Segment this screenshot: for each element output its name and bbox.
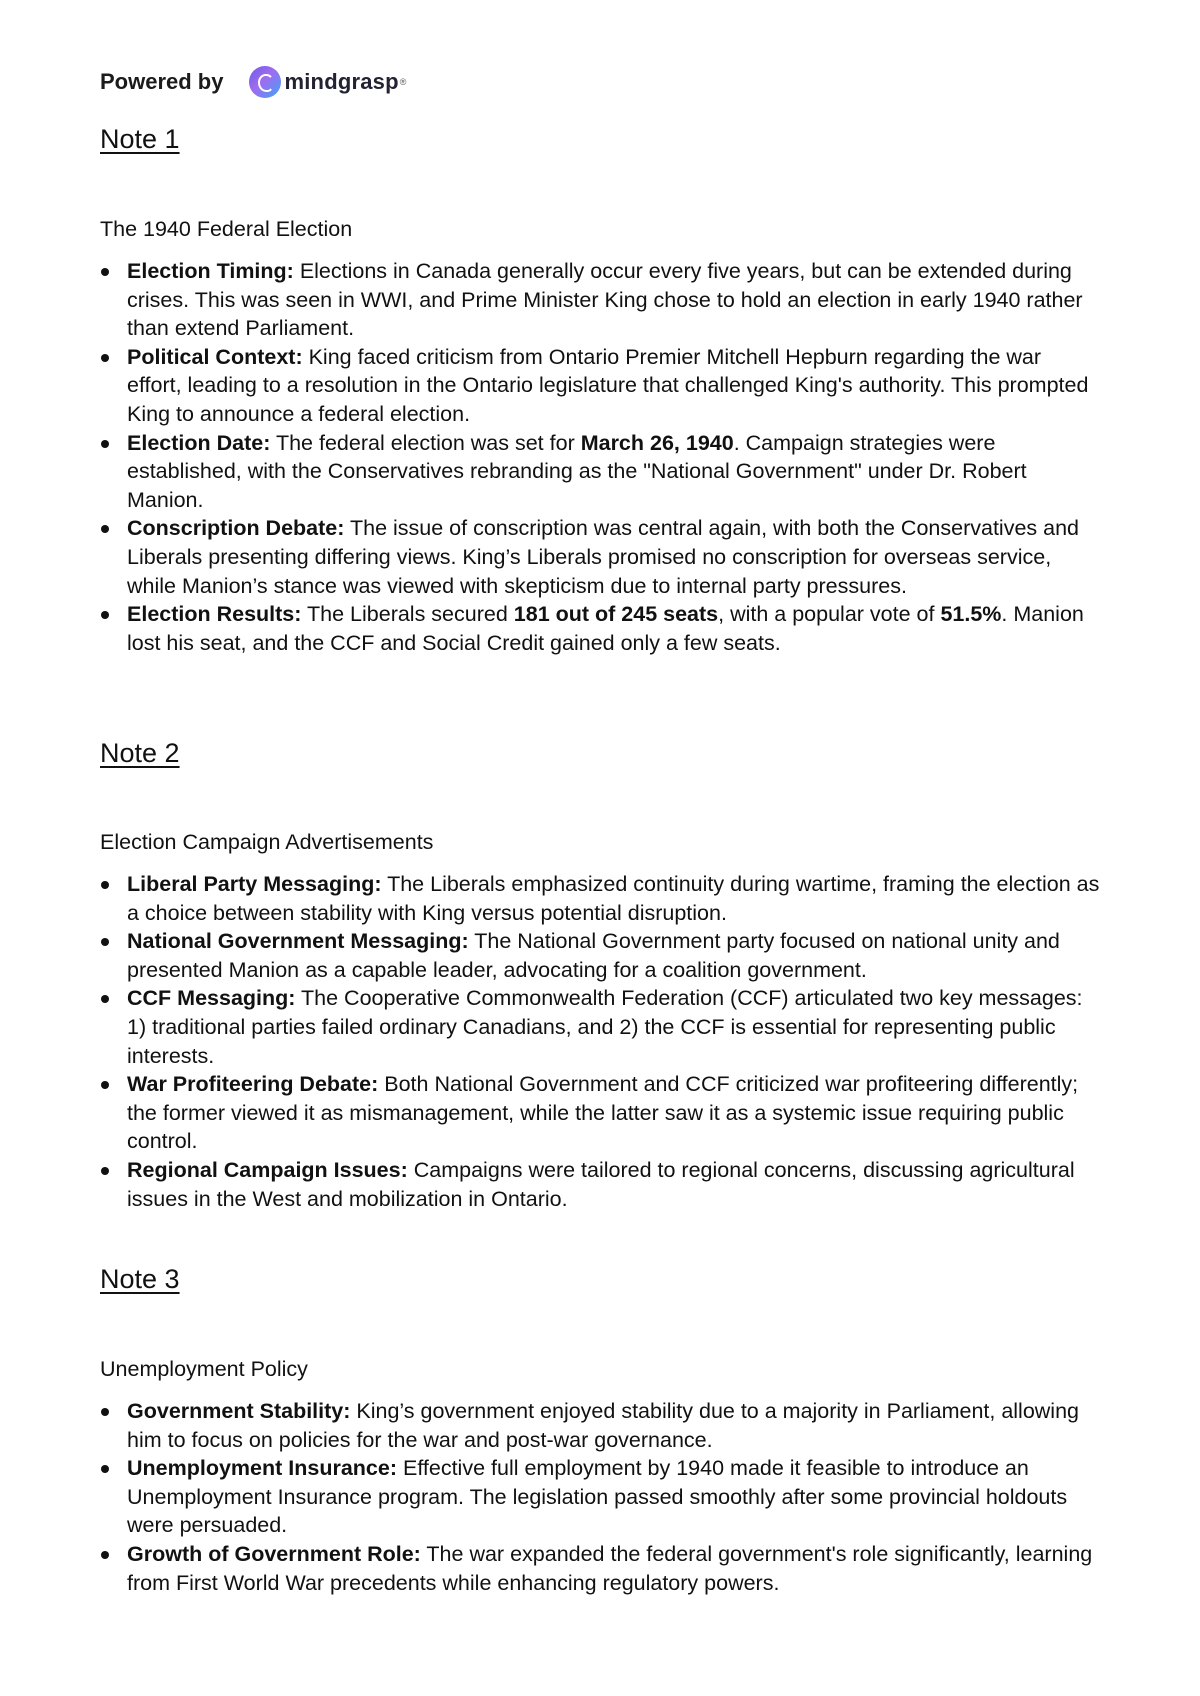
note-heading: Note 2	[100, 738, 180, 768]
bullet-list	[100, 870, 1100, 1213]
body-text: Both National Government and CCF criticized war profiteering differently; the former viewed it as mismanagement, while the latter saw it as a systemic issue requiring public control.	[127, 1072, 1079, 1154]
logo-text: mindgrasp	[284, 69, 399, 94]
header	[100, 62, 406, 102]
bold-text: Election Results:	[127, 602, 302, 627]
list-item	[100, 1454, 1100, 1540]
body-text: Campaigns were tailored to regional concerns, discussing agricultural issues in the West and mobilization in Ontario.	[127, 1157, 1075, 1211]
bullet-icon	[101, 1167, 109, 1175]
body-text: Elections in Canada generally occur every five years, but can be extended during crises. This was seen in WWI, and Prime Minister King chose to hold an election in early 1940 rather than extend Parliament.	[127, 259, 1083, 341]
bold-text: Political Context:	[127, 344, 303, 369]
bullet-list	[100, 257, 1100, 657]
bullet-list	[100, 1397, 1100, 1597]
powered-by-label: Powered by	[100, 69, 224, 94]
bullet-icon	[101, 995, 109, 1003]
body-text: The federal election was set for	[270, 430, 581, 455]
bullet-icon	[101, 1551, 109, 1559]
list-item	[100, 343, 1100, 429]
list-item	[100, 1156, 1100, 1213]
bullet-icon	[101, 525, 109, 533]
body-text: The National Government party focused on national unity and presented Manion as a capable leader, advocating for a coalition government.	[127, 929, 1060, 982]
bold-text: Election Date:	[127, 430, 271, 455]
body-text: King’s government enjoyed stability due to a majority in Parliament, allowing him to focus on policies for the war and post-war governance.	[127, 1399, 1080, 1452]
bullet-icon	[101, 268, 109, 276]
bold-text: Regional Campaign Issues:	[127, 1157, 408, 1182]
list-item	[100, 514, 1100, 600]
list-item	[100, 927, 1100, 984]
bullet-icon	[101, 440, 109, 448]
list-item	[100, 1397, 1100, 1454]
note-heading: Note 3	[100, 1264, 180, 1294]
bold-text: Growth of Government Role:	[127, 1541, 421, 1566]
body-text: . Manion lost his seat, and the CCF and Social Credit gained only a few seats.	[127, 602, 1084, 655]
bold-text: Unemployment Insurance:	[127, 1456, 397, 1481]
bold-text: CCF Messaging:	[127, 986, 296, 1011]
bullet-icon	[101, 354, 109, 362]
bullet-icon	[101, 1465, 109, 1473]
bullet-icon	[101, 938, 109, 946]
brand-logo	[249, 66, 406, 98]
section-title: The 1940 Federal Election	[100, 217, 353, 241]
note-heading: Note 1	[100, 124, 180, 154]
list-item	[100, 1540, 1100, 1597]
body-text: King faced criticism from Ontario Premier Mitchell Hepburn regarding the war effort, leading to a resolution in the Ontario legislature that challenged King's authority. This prompted King to announce a federal election.	[127, 344, 1089, 426]
body-text: Effective full employment by 1940 made it feasible to introduce an Unemployment Insurance program. The legislation passed smoothly after some provincial holdouts were persuaded.	[127, 1456, 1068, 1538]
body-text: The issue of conscription was central again, with both the Conservatives and Liberals presenting differing views. King’s Liberals promised no conscription for overseas service, while Manion’s stance was viewed with skepticism due to internal party pressures.	[127, 516, 1079, 598]
section-title: Election Campaign Advertisements	[100, 830, 434, 854]
list-item	[100, 600, 1100, 657]
body-text: The Cooperative Commonwealth Federation (CCF) articulated two key messages: 1) traditional parties failed ordinary Canadians, and 2) the CCF is essential for representing public interests.	[127, 986, 1083, 1068]
bold-text: 181 out of 245 seats	[513, 602, 719, 627]
section-title: Unemployment Policy	[100, 1357, 308, 1381]
bullet-icon	[101, 881, 109, 889]
bold-text: Liberal Party Messaging:	[127, 872, 382, 896]
bold-text: Government Stability:	[127, 1399, 351, 1423]
list-item	[100, 257, 1100, 343]
body-text: . Campaign strategies were established, with the Conservatives rebranding as the "National Government" under Dr. Robert Manion.	[127, 430, 1027, 512]
list-item	[100, 429, 1100, 515]
bold-text: War Profiteering Debate:	[127, 1072, 379, 1097]
trademark-mark: ®	[399, 77, 407, 87]
list-item	[100, 1070, 1100, 1156]
list-item	[100, 870, 1100, 927]
bold-text: Election Timing:	[127, 259, 294, 283]
bullet-icon	[101, 1081, 109, 1089]
body-text: The Liberals secured	[301, 602, 514, 627]
mindgrasp-logo-icon	[249, 66, 281, 98]
bullet-icon	[101, 611, 109, 619]
list-item	[100, 984, 1100, 1070]
bold-text: Conscription Debate:	[127, 516, 345, 541]
bold-text: National Government Messaging:	[127, 929, 469, 954]
bullet-icon	[101, 1408, 109, 1416]
body-text: The Liberals emphasized continuity during wartime, framing the election as a choice between stability with King versus potential disruption.	[127, 872, 1100, 925]
body-text: , with a popular vote of	[718, 602, 941, 627]
bold-text: March 26, 1940	[580, 430, 734, 455]
body-text: The war expanded the federal government's role significantly, learning from First World War precedents while enhancing regulatory powers.	[127, 1541, 1093, 1595]
bold-text: 51.5%	[940, 602, 1002, 627]
